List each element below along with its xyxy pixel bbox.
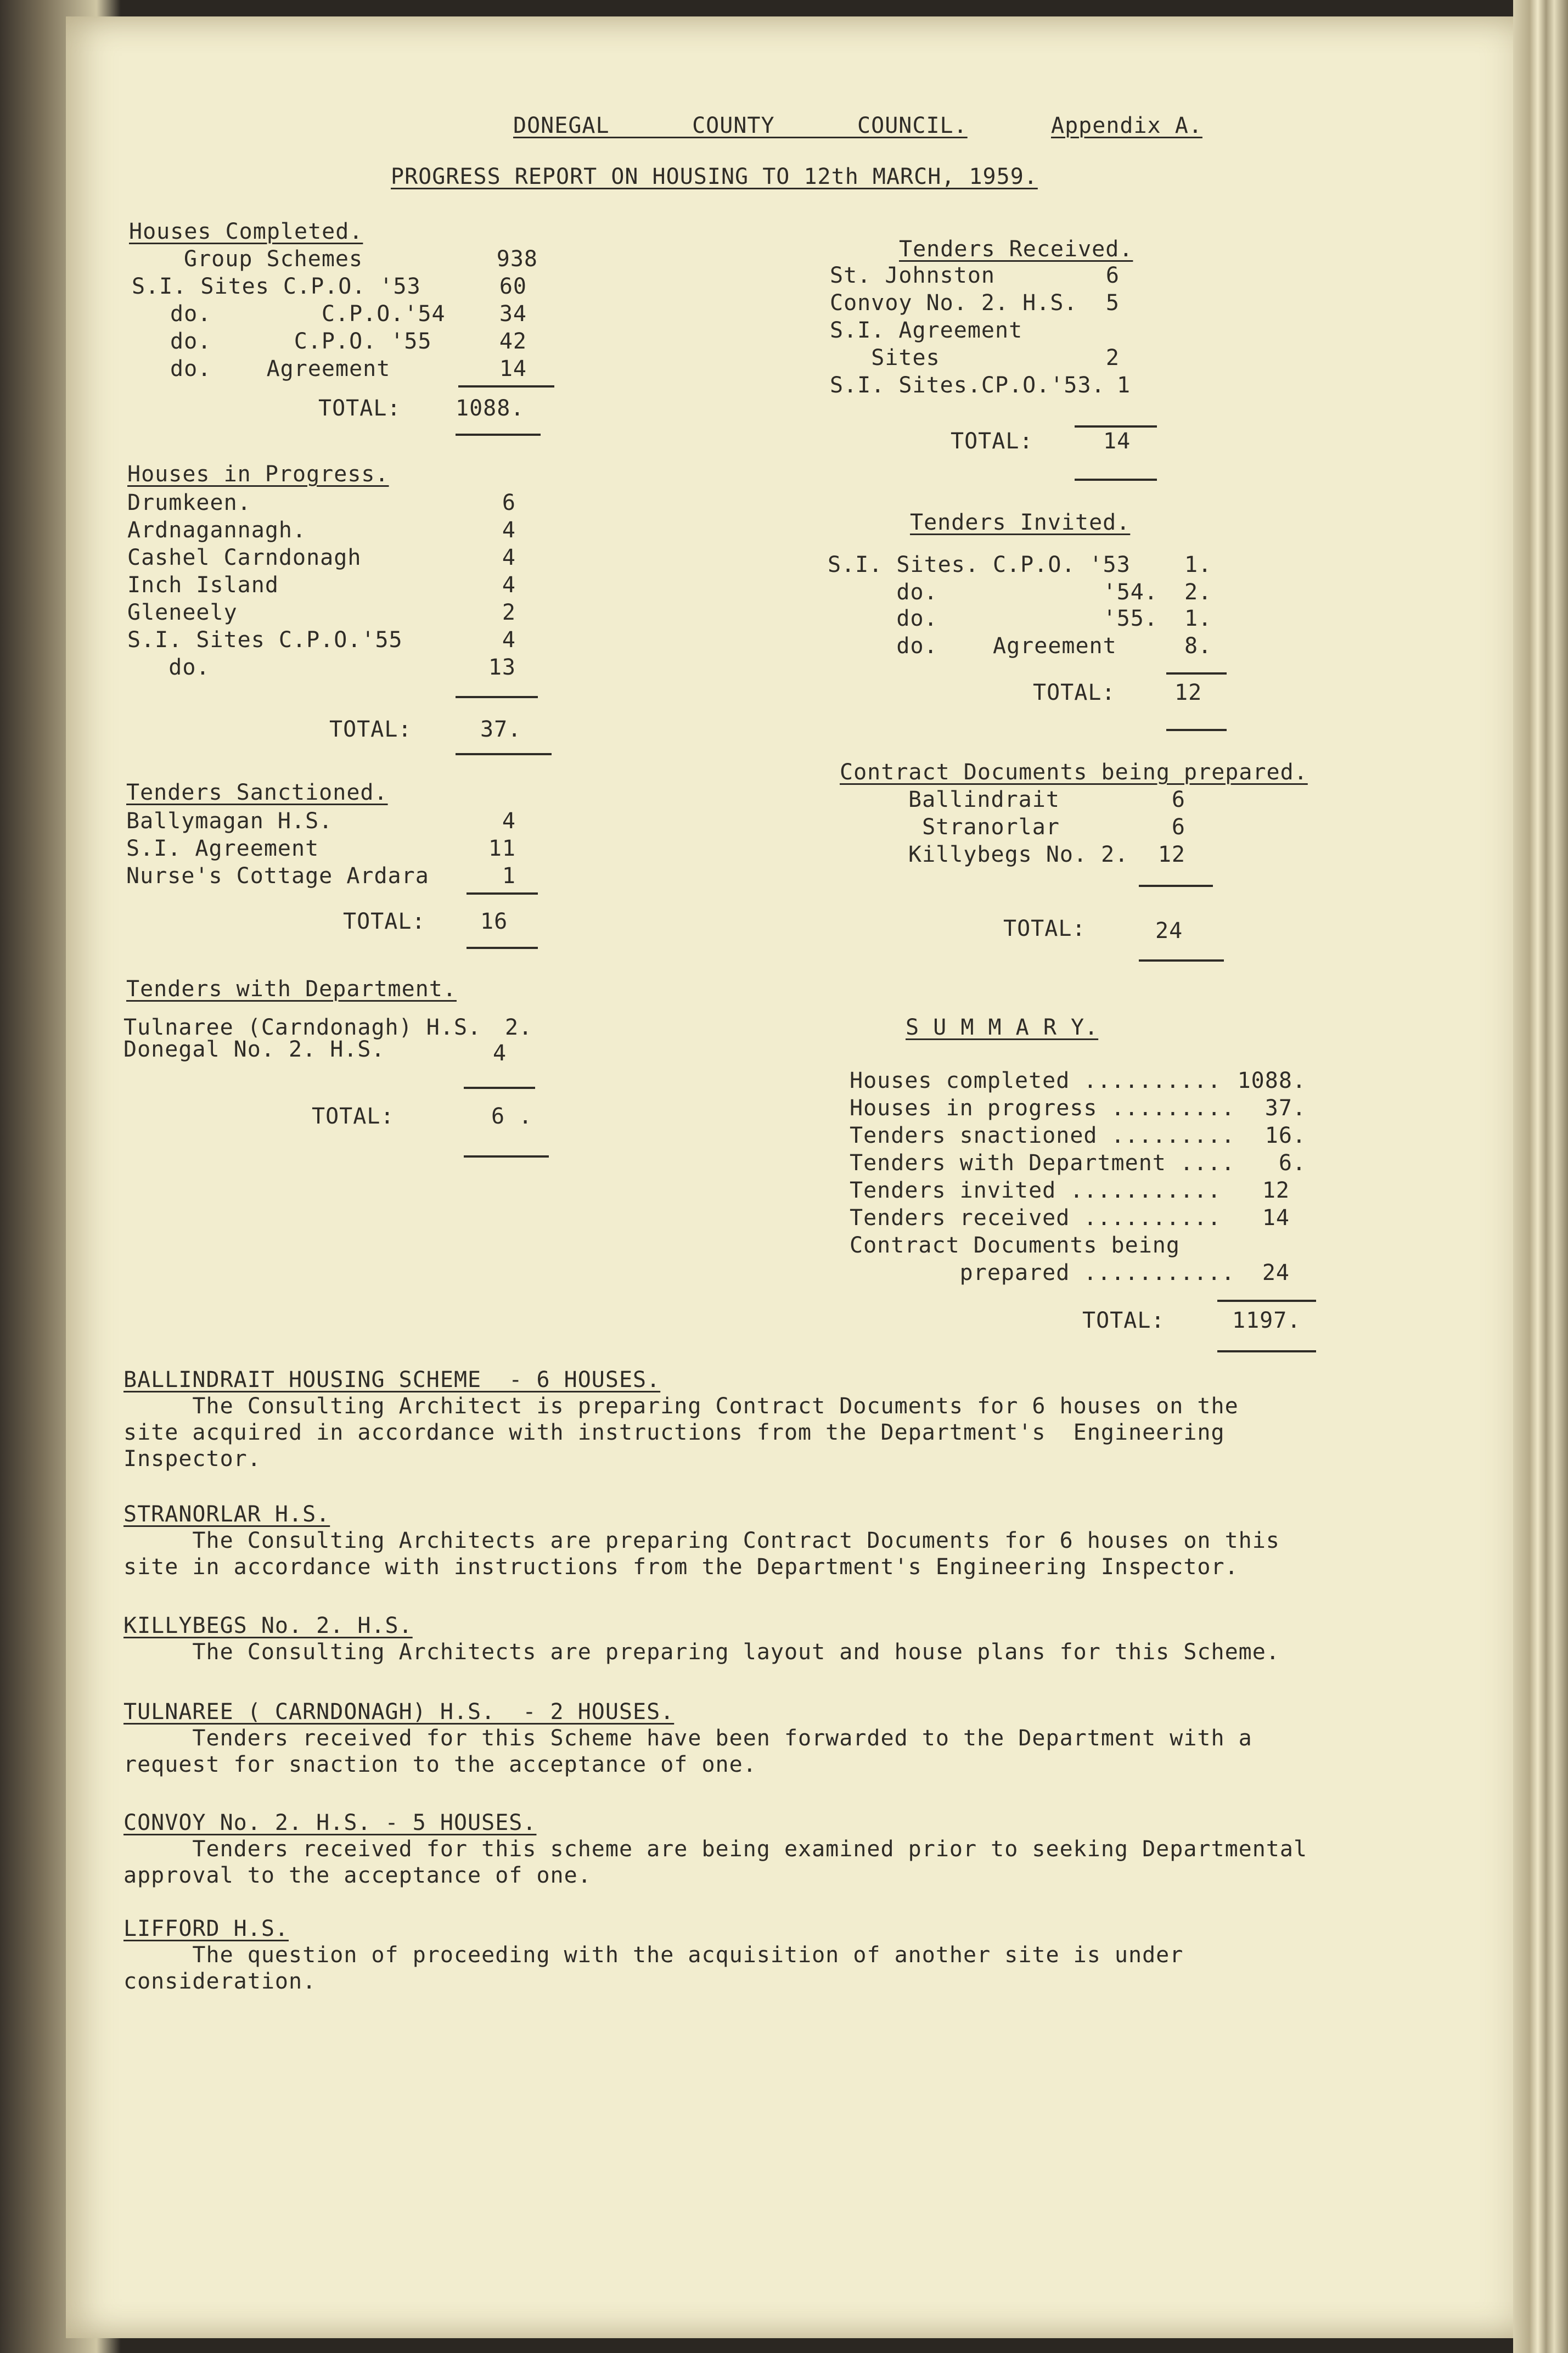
twd-total-value: 6 . <box>491 1104 533 1129</box>
tr-label-1: Convoy No. 2. H.S. <box>830 290 1078 316</box>
cd-label-1: Stranorlar <box>908 815 1060 840</box>
summary-value-2: 16. <box>1264 1123 1306 1148</box>
tr-total-label: TOTAL: <box>951 429 1033 454</box>
tr-total-rule <box>1075 479 1157 481</box>
hp-total-rule <box>456 753 552 755</box>
hc-value-1: 60 <box>499 274 527 299</box>
hp-label-4: Gleneely <box>127 600 238 625</box>
hp-value-2: 4 <box>502 545 516 570</box>
hp-value-6: 13 <box>488 655 516 680</box>
summary-value-1: 37. <box>1264 1096 1306 1121</box>
hc-label-1: S.I. Sites C.P.O. '53 <box>132 274 421 299</box>
hc-value-4: 14 <box>499 356 527 381</box>
hp-total-value: 37. <box>480 717 522 742</box>
note-heading-killybegs: KILLYBEGS No. 2. H.S. <box>123 1613 413 1638</box>
hp-value-3: 4 <box>502 572 516 598</box>
hp-label-6: do. <box>127 655 210 680</box>
ts-value-2: 1 <box>502 863 516 889</box>
tenders-invited-heading: Tenders Invited. <box>910 510 1131 535</box>
ti-label-0: S.I. Sites. C.P.O. '53 <box>828 552 1131 577</box>
hc-total-value: 1088. <box>456 396 525 421</box>
hc-label-4: do. Agreement <box>170 356 391 381</box>
note-text-lifford: The question of proceeding with the acquisition of another site is under consideration. <box>123 1942 1184 1994</box>
summary-value-5: 14 <box>1262 1205 1290 1231</box>
summary-value-4: 12 <box>1262 1178 1290 1203</box>
summary-heading: S U M M A R Y. <box>906 1015 1099 1040</box>
tr-value-3: 2 <box>1105 345 1120 370</box>
hc-value-2: 34 <box>499 301 527 327</box>
cd-value-1: 6 <box>1171 815 1185 840</box>
twd-label-0: Tulnaree (Carndonagh) H.S. <box>123 1015 482 1040</box>
ti-value-1: 2. <box>1184 580 1212 605</box>
note-text-ballindrait: The Consulting Architect is preparing Contract Documents for 6 houses on the site acquired in accordance with instructions from the Department's Engineering Inspector. <box>123 1394 1239 1472</box>
cd-value-0: 6 <box>1171 787 1185 812</box>
summary-value-3: 6. <box>1278 1150 1306 1176</box>
council-title: DONEGAL COUNTY COUNCIL. <box>513 113 968 138</box>
ts-total-value: 16 <box>480 909 508 934</box>
hp-label-5: S.I. Sites C.P.O.'55 <box>127 627 403 653</box>
hc-total-label: TOTAL: <box>318 396 401 421</box>
ti-value-3: 8. <box>1184 633 1212 659</box>
ts-total-label: TOTAL: <box>343 909 426 934</box>
note-text-convoy: Tenders received for this scheme are being examined prior to seeking Departmental approval to the acceptance of one. <box>123 1837 1308 1888</box>
ts-value-1: 11 <box>488 836 516 861</box>
summary-label-0: Houses completed .......... <box>850 1068 1222 1093</box>
summary-total-label: TOTAL: <box>1082 1308 1165 1333</box>
note-heading-ballindrait: BALLINDRAIT HOUSING SCHEME - 6 HOUSES. <box>123 1367 661 1392</box>
contract-documents-heading: Contract Documents being prepared. <box>840 760 1308 785</box>
summary-value-0: 1088. <box>1237 1068 1306 1093</box>
note-text-tulnaree: Tenders received for this Scheme have been forwarded to the Department with a request for snaction to the acceptance of one. <box>123 1726 1252 1777</box>
note-heading-convoy: CONVOY No. 2. H.S. - 5 HOUSES. <box>123 1810 537 1835</box>
twd-value-1: 4 <box>493 1041 507 1066</box>
hc-value-0: 938 <box>496 246 538 272</box>
twd-value-0: 2. <box>505 1015 533 1040</box>
cd-value-2: 12 <box>1157 842 1185 867</box>
summary-label-5: Tenders received .......... <box>850 1205 1222 1231</box>
tenders-received-heading: Tenders Received. <box>899 237 1133 262</box>
page-edges <box>1513 0 1568 2353</box>
ts-label-0: Ballymagan H.S. <box>126 808 333 834</box>
twd-label-1: Donegal No. 2. H.S. <box>123 1037 385 1062</box>
hc-total-rule <box>456 434 541 436</box>
ti-total-label: TOTAL: <box>1033 680 1116 705</box>
ti-total-value: 12 <box>1174 680 1202 705</box>
summary-label-1: Houses in progress ......... <box>850 1096 1235 1121</box>
ts-label-2: Nurse's Cottage Ardara <box>126 863 429 889</box>
summary-label-4: Tenders invited ........... <box>850 1178 1222 1203</box>
note-heading-lifford: LIFFORD H.S. <box>123 1916 289 1941</box>
summary-value-7: 24 <box>1262 1260 1290 1285</box>
hp-value-5: 4 <box>502 627 516 653</box>
ti-total-rule <box>1166 729 1227 731</box>
tenders-with-department-heading: Tenders with Department. <box>126 976 457 1002</box>
ti-label-1: do. '54. <box>828 580 1158 605</box>
summary-total-value: 1197. <box>1232 1308 1301 1333</box>
hp-subtotal-rule <box>456 696 538 698</box>
ti-value-2: 1. <box>1184 606 1212 631</box>
summary-total-rule <box>1217 1350 1316 1352</box>
ts-total-rule <box>467 947 538 949</box>
houses-completed-heading: Houses Completed. <box>129 219 363 244</box>
appendix-label: Appendix A. <box>1051 113 1202 138</box>
tr-label-2: S.I. Agreement <box>830 318 1023 343</box>
hc-label-2: do. C.P.O.'54 <box>170 301 446 327</box>
hc-subtotal-rule <box>458 385 554 388</box>
summary-label-7: prepared ........... <box>850 1260 1235 1285</box>
cd-total-value: 24 <box>1155 918 1183 944</box>
ts-subtotal-rule <box>467 892 538 895</box>
cd-total-label: TOTAL: <box>1003 916 1086 941</box>
tr-label-0: St. Johnston <box>830 263 995 288</box>
hp-label-1: Ardnagannagh. <box>127 518 307 543</box>
twd-total-label: TOTAL: <box>312 1104 395 1129</box>
ts-value-0: 4 <box>502 808 516 834</box>
tenders-sanctioned-heading: Tenders Sanctioned. <box>126 780 388 805</box>
report-title: PROGRESS REPORT ON HOUSING TO 12th MARCH, 1959. <box>391 164 1038 189</box>
tr-subtotal-rule <box>1075 425 1157 428</box>
tr-value-0: 6 <box>1105 263 1120 288</box>
hp-total-label: TOTAL: <box>329 717 412 742</box>
cd-total-rule <box>1139 959 1224 962</box>
ti-subtotal-rule <box>1166 672 1227 675</box>
tr-label-3: Sites <box>830 345 940 370</box>
summary-label-3: Tenders with Department .... <box>850 1150 1235 1176</box>
summary-label-6: Contract Documents being <box>850 1233 1180 1258</box>
ts-label-1: S.I. Agreement <box>126 836 319 861</box>
cd-label-0: Ballindrait <box>908 787 1060 812</box>
hc-label-0: Group Schemes <box>184 246 363 272</box>
ti-label-2: do. '55. <box>828 606 1158 631</box>
twd-total-rule <box>464 1155 549 1158</box>
note-text-stranorlar: The Consulting Architects are preparing Contract Documents for 6 houses on this site in accordance with instructions from the Department's Engineering Inspector. <box>123 1528 1280 1580</box>
note-heading-stranorlar: STRANORLAR H.S. <box>123 1502 330 1527</box>
hp-label-3: Inch Island <box>127 572 279 598</box>
tr-value-1: 5 <box>1105 290 1120 316</box>
tr-label-4: S.I. Sites.CP.O.'53. <box>830 373 1105 398</box>
houses-in-progress-heading: Houses in Progress. <box>127 462 389 487</box>
twd-subtotal-rule <box>464 1087 535 1089</box>
summary-subtotal-rule <box>1217 1300 1316 1302</box>
cd-label-2: Killybegs No. 2. <box>908 842 1129 867</box>
tr-total-value: 14 <box>1103 429 1131 454</box>
note-text-killybegs: The Consulting Architects are preparing layout and house plans for this Scheme. <box>123 1639 1280 1665</box>
hc-value-3: 42 <box>499 329 527 354</box>
summary-label-2: Tenders snactioned ......... <box>850 1123 1235 1148</box>
note-heading-tulnaree: TULNAREE ( CARNDONAGH) H.S. - 2 HOUSES. <box>123 1699 675 1725</box>
cd-subtotal-rule <box>1139 885 1213 887</box>
hp-label-2: Cashel Carndonagh <box>127 545 362 570</box>
hp-label-0: Drumkeen. <box>127 490 251 515</box>
ti-label-3: do. Agreement <box>828 633 1117 659</box>
ti-value-0: 1. <box>1184 552 1212 577</box>
hp-value-4: 2 <box>502 600 516 625</box>
hp-value-0: 6 <box>502 490 516 515</box>
hp-value-1: 4 <box>502 518 516 543</box>
tr-value-4: 1 <box>1117 373 1131 398</box>
hc-label-3: do. C.P.O. '55 <box>170 329 432 354</box>
